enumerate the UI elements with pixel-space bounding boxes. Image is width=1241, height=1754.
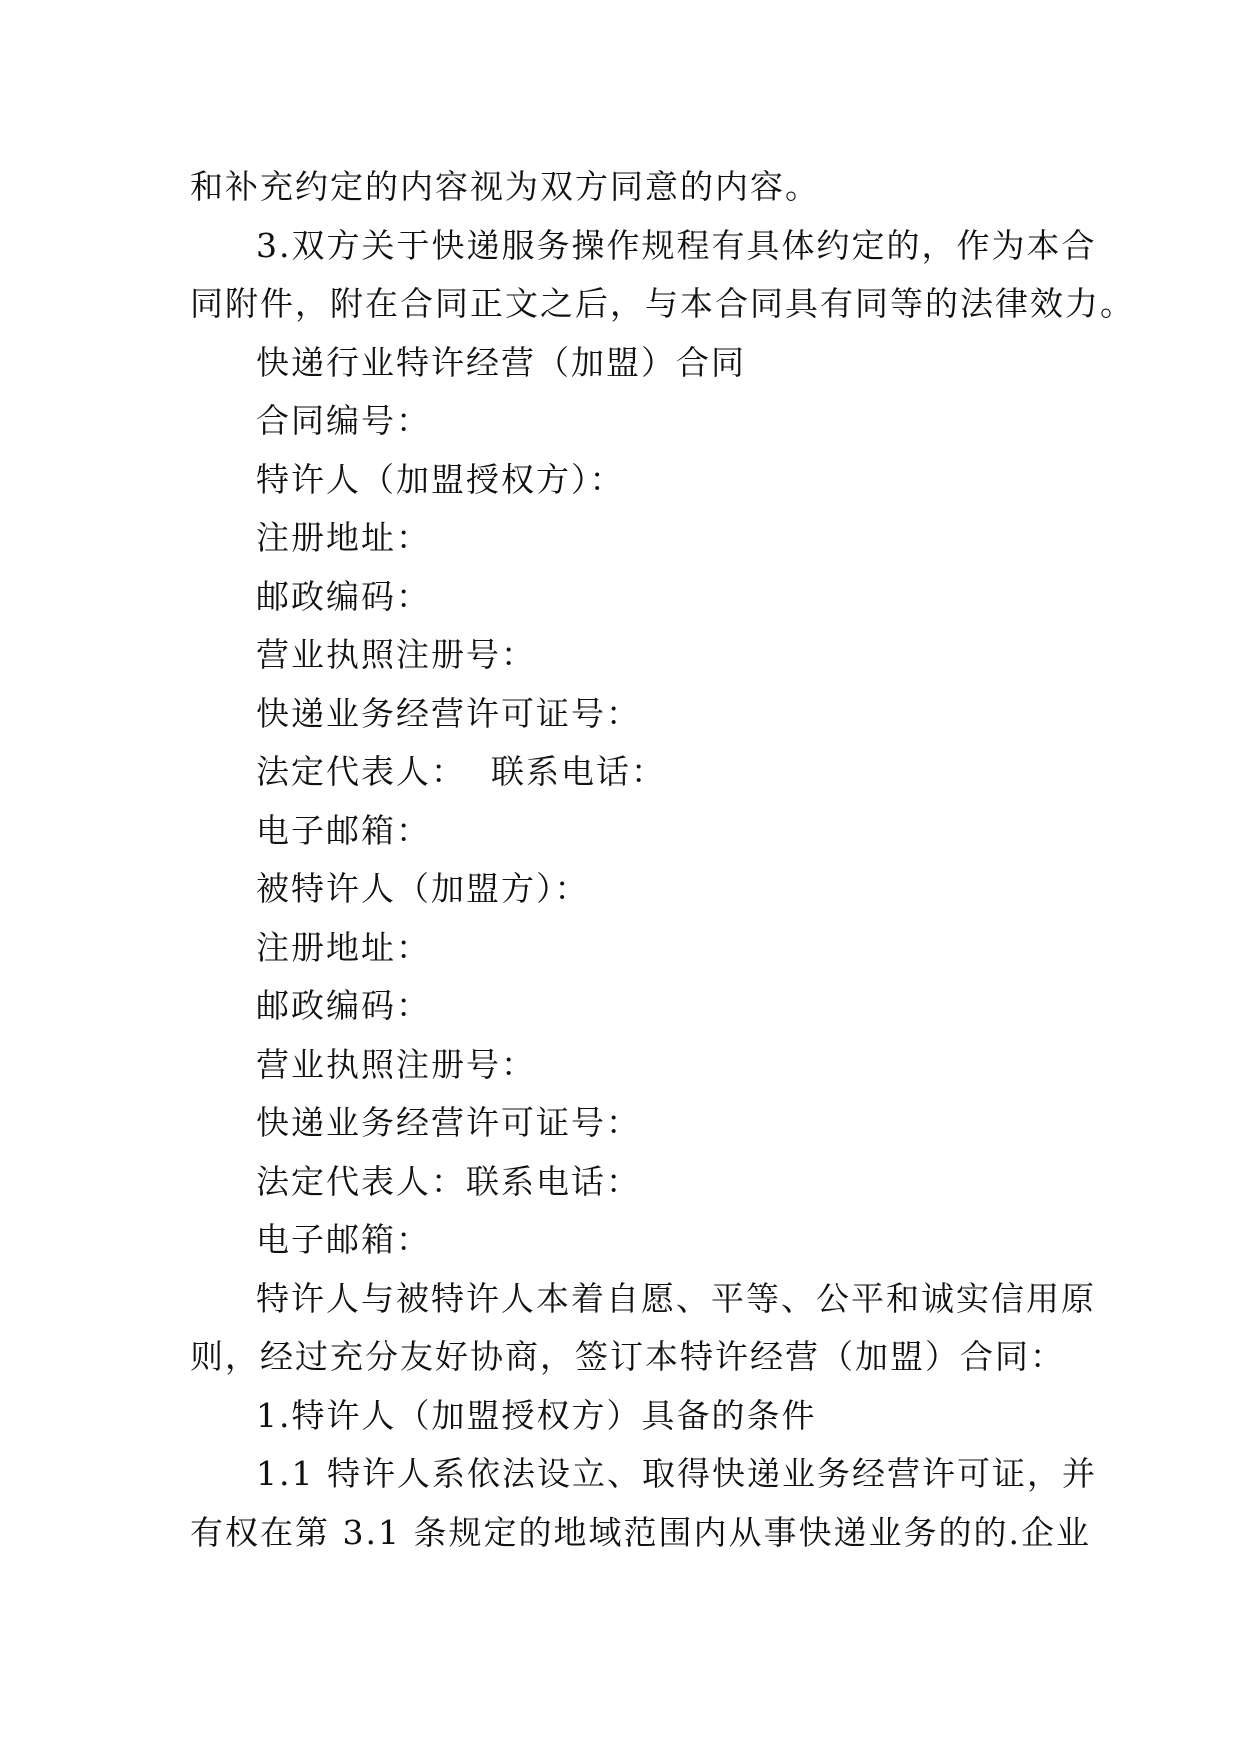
franchisee-address-field: 注册地址：: [256, 927, 431, 967]
paragraph-continuation: 和补充约定的内容视为双方同意的内容。: [190, 167, 820, 206]
franchisee-license-field: 营业执照注册号：: [256, 1044, 536, 1084]
franchisee-heading: 被特许人（加盟方）：: [256, 869, 590, 908]
franchisor-representative-phone-field: 法定代表人： 联系电话：: [256, 752, 666, 791]
preamble-line-1: 特许人与被特许人本着自愿、平等、公平和诚实信用原: [256, 1278, 1096, 1318]
franchisor-email-field: 电子邮箱：: [256, 810, 431, 850]
clause-3-line-1: 3.双方关于快递服务操作规程有具体约定的，作为本合: [256, 225, 1097, 265]
clause-3-line-2: 同附件，附在合同正文之后，与本合同具有同等的法律效力。: [190, 284, 1135, 323]
franchisee-representative-phone-field: 法定代表人：联系电话：: [256, 1161, 641, 1201]
clause-1-1-line-1: 1.1 特许人系依法设立、取得快递业务经营许可证，并: [256, 1454, 1097, 1493]
document-body: [190, 158, 1135, 1562]
preamble-line-2: 则，经过充分友好协商，签订本特许经营（加盟）合同：: [190, 1337, 1065, 1376]
contract-title: 快递行业特许经营（加盟）合同: [256, 342, 746, 382]
franchisor-express-permit-field: 快递业务经营许可证号：: [256, 693, 641, 733]
clause-1-1-line-2: 有权在第 3.1 条规定的地域范围内从事快递业务的的.企业: [190, 1512, 1091, 1552]
contract-number-field: 合同编号：: [256, 401, 431, 440]
franchisee-express-permit-field: 快递业务经营许可证号：: [256, 1103, 641, 1142]
franchisor-address-field: 注册地址：: [256, 518, 431, 557]
franchisor-heading: 特许人（加盟授权方）：: [256, 459, 625, 499]
franchisor-postcode-field: 邮政编码：: [256, 576, 431, 616]
franchisee-postcode-field: 邮政编码：: [256, 986, 431, 1025]
section-1-heading: 1.特许人（加盟授权方）具备的条件: [256, 1395, 817, 1435]
franchisee-email-field: 电子邮箱：: [256, 1220, 431, 1259]
franchisor-license-field: 营业执照注册号：: [256, 635, 536, 674]
